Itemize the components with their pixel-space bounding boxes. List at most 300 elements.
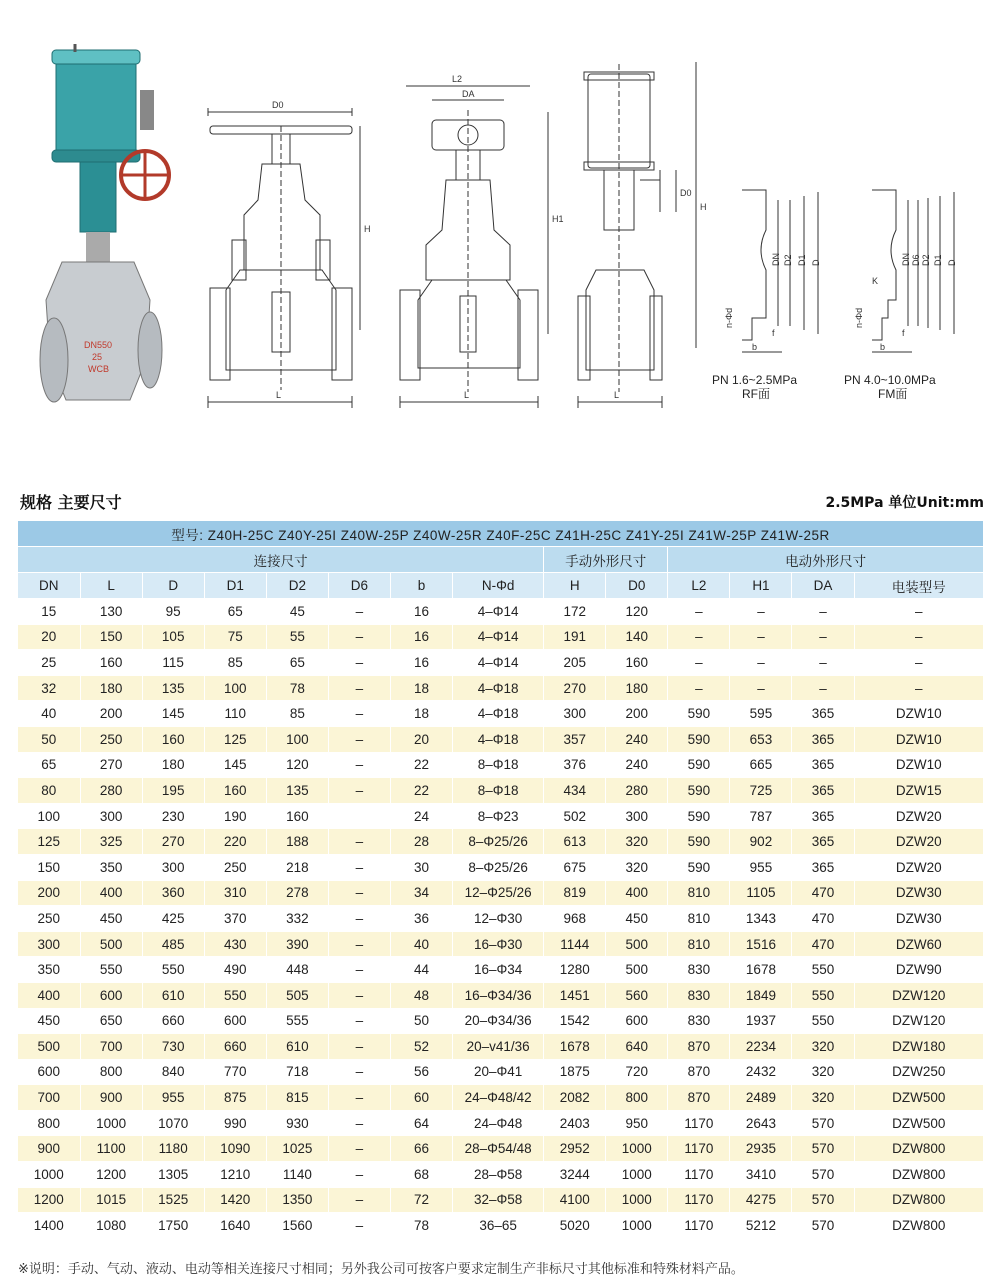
table-cell: 15 (18, 599, 80, 625)
table-cell: 130 (80, 599, 142, 625)
fm-label-b: b (880, 342, 886, 352)
table-cell: 280 (80, 778, 142, 804)
table-cell: 180 (606, 675, 668, 701)
table-cell: 725 (730, 778, 792, 804)
table-cell: – (854, 650, 983, 676)
table-cell: 16–Φ34/36 (453, 982, 544, 1008)
rf-label-b: b (752, 342, 758, 352)
table-row (18, 854, 984, 880)
table-cell: 470 (792, 906, 854, 932)
table-cell: 550 (80, 957, 142, 983)
table-cell: 600 (80, 982, 142, 1008)
fm-label-bolts: n-Φd (854, 307, 864, 328)
table-cell: 2643 (730, 1110, 792, 1136)
table-cell: 195 (142, 778, 204, 804)
table-cell: – (730, 599, 792, 625)
table-cell: 110 (204, 701, 266, 727)
table-cell: 870 (668, 1034, 730, 1060)
table-row (18, 1085, 984, 1111)
table-cell: 1678 (544, 1034, 606, 1060)
table-cell: 320 (792, 1034, 854, 1060)
table-cell: 448 (266, 957, 328, 983)
table-cell: 570 (792, 1136, 854, 1162)
table-cell: 590 (668, 752, 730, 778)
fm-label-f: f (902, 328, 905, 338)
table-cell: 800 (606, 1085, 668, 1111)
rf-label-d: D (811, 259, 821, 266)
table-cell: 3410 (730, 1162, 792, 1188)
table-cell: 8–Φ23 (453, 803, 544, 829)
table-cell: 280 (606, 778, 668, 804)
table-cell: 220 (204, 829, 266, 855)
table-cell: 40 (390, 931, 452, 957)
table-cell: 28–Φ54/48 (453, 1136, 544, 1162)
spec-table-body (18, 599, 984, 1239)
table-cell: 502 (544, 803, 606, 829)
table-cell: – (328, 1162, 390, 1188)
table-cell: 22 (390, 778, 452, 804)
column-header: D2 (266, 573, 328, 599)
table-cell: 500 (606, 931, 668, 957)
table-cell: 30 (390, 854, 452, 880)
table-cell: 20–Φ34/36 (453, 1008, 544, 1034)
column-header: D6 (328, 573, 390, 599)
table-cell: 1000 (606, 1162, 668, 1188)
table-cell: 16 (390, 624, 452, 650)
table-cell: DZW15 (854, 778, 983, 804)
table-cell: 8–Φ25/26 (453, 854, 544, 880)
model-list: 型号: Z40H-25C Z40Y-25I Z40W-25P Z40W-25R Z40F-25C Z41H-25C Z41Y-25I Z41W-25P Z41W-25R (18, 521, 984, 547)
table-cell: 1070 (142, 1110, 204, 1136)
table-cell: 18 (390, 675, 452, 701)
table-row (18, 829, 984, 855)
table-cell: DZW20 (854, 803, 983, 829)
table-cell: 310 (204, 880, 266, 906)
table-cell: 900 (80, 1085, 142, 1111)
table-cell: 830 (668, 1008, 730, 1034)
table-cell: – (328, 599, 390, 625)
column-header: D0 (606, 573, 668, 599)
table-cell: 500 (18, 1034, 80, 1060)
table-row (18, 803, 984, 829)
column-header: DA (792, 573, 854, 599)
table-row (18, 1034, 984, 1060)
table-cell: 4–Φ14 (453, 624, 544, 650)
table-cell: 800 (80, 1059, 142, 1085)
table-row (18, 1008, 984, 1034)
table-cell: 400 (606, 880, 668, 906)
table-cell: 250 (80, 726, 142, 752)
table-row (18, 1059, 984, 1085)
table-cell: 72 (390, 1187, 452, 1213)
fm-label-d: D (947, 259, 957, 266)
table-cell: 370 (204, 906, 266, 932)
table-cell: 360 (142, 880, 204, 906)
table-cell: 1560 (266, 1213, 328, 1239)
table-cell: 135 (266, 778, 328, 804)
table-cell: 64 (390, 1110, 452, 1136)
table-cell: 85 (204, 650, 266, 676)
table-cell: 36–65 (453, 1213, 544, 1239)
table-cell: – (328, 1085, 390, 1111)
table-cell: 8–Φ18 (453, 778, 544, 804)
fm-label-dn: DN (901, 253, 911, 266)
table-cell: 191 (544, 624, 606, 650)
table-cell: 32–Φ58 (453, 1187, 544, 1213)
table-cell: 1000 (80, 1110, 142, 1136)
table-cell: DZW20 (854, 829, 983, 855)
table-cell: 450 (606, 906, 668, 932)
column-header: b (390, 573, 452, 599)
table-cell: 332 (266, 906, 328, 932)
table-cell: 570 (792, 1213, 854, 1239)
dim-label-l2: L2 (452, 74, 463, 84)
table-cell: 4100 (544, 1187, 606, 1213)
table-cell: 376 (544, 752, 606, 778)
table-cell: 2432 (730, 1059, 792, 1085)
table-cell: 50 (18, 726, 80, 752)
table-cell: 200 (80, 701, 142, 727)
table-cell: 400 (80, 880, 142, 906)
table-cell: 160 (606, 650, 668, 676)
table-cell: 300 (18, 931, 80, 957)
table-cell: 600 (606, 1008, 668, 1034)
rf-label-dn: DN (771, 253, 781, 266)
table-cell: 48 (390, 982, 452, 1008)
dim-label-d0: D0 (272, 100, 284, 110)
table-cell: 200 (606, 701, 668, 727)
table-cell: 2403 (544, 1110, 606, 1136)
table-cell: 365 (792, 854, 854, 880)
table-cell: 350 (80, 854, 142, 880)
table-cell: 1140 (266, 1162, 328, 1188)
table-cell: 1180 (142, 1136, 204, 1162)
footnote: ※说明：手动、气动、液动、电动等相关连接尺寸相同；另外我公司可按客户要求定制生产非标尺寸其他标准和特殊材料产品。 (18, 1262, 744, 1277)
table-cell: 188 (266, 829, 328, 855)
table-cell: 250 (18, 906, 80, 932)
table-cell: 16–Φ34 (453, 957, 544, 983)
table-cell: 240 (606, 752, 668, 778)
table-cell: DZW800 (854, 1187, 983, 1213)
column-header: H1 (730, 573, 792, 599)
table-cell: 350 (18, 957, 80, 983)
table-cell: 140 (606, 624, 668, 650)
table-cell: 8–Φ25/26 (453, 829, 544, 855)
table-cell: 590 (668, 803, 730, 829)
table-cell: – (328, 650, 390, 676)
table-cell: 1170 (668, 1162, 730, 1188)
rf-caption-face: RF面 (742, 387, 770, 401)
table-cell: DZW800 (854, 1213, 983, 1239)
valve-body-marking-material: WCB (88, 364, 109, 374)
pressure-unit-label: 2.5MPa 单位Unit:mm (825, 495, 984, 511)
table-cell: 45 (266, 599, 328, 625)
table-cell: 120 (266, 752, 328, 778)
table-cell: 595 (730, 701, 792, 727)
table-cell: – (328, 1059, 390, 1085)
table-cell: 100 (204, 675, 266, 701)
table-cell: 1451 (544, 982, 606, 1008)
table-cell: 145 (204, 752, 266, 778)
fm-caption-face: FM面 (878, 387, 908, 401)
group-header-row (18, 547, 984, 573)
spec-table (18, 521, 984, 1239)
table-cell: 800 (18, 1110, 80, 1136)
table-cell: 950 (606, 1110, 668, 1136)
table-cell: 24 (390, 803, 452, 829)
fm-caption-pressure: PN 4.0~10.0MPa (844, 373, 936, 387)
table-cell: 470 (792, 931, 854, 957)
table-cell: 1000 (606, 1136, 668, 1162)
rf-label-f: f (772, 328, 775, 338)
electric-valve-drawing (400, 86, 548, 408)
pneumatic-valve-drawing (578, 62, 696, 408)
table-cell: 700 (18, 1085, 80, 1111)
table-cell: 3244 (544, 1162, 606, 1188)
table-cell: 434 (544, 778, 606, 804)
table-cell: 250 (204, 854, 266, 880)
table-cell: 60 (390, 1085, 452, 1111)
table-cell: 20 (390, 726, 452, 752)
table-cell: 85 (266, 701, 328, 727)
table-cell: DZW800 (854, 1162, 983, 1188)
table-cell: 810 (668, 880, 730, 906)
column-header: DN (18, 573, 80, 599)
table-row (18, 931, 984, 957)
table-cell: 22 (390, 752, 452, 778)
table-cell: 1280 (544, 957, 606, 983)
table-cell: 600 (204, 1008, 266, 1034)
table-cell: 160 (266, 803, 328, 829)
column-header: N-Φd (453, 573, 544, 599)
table-cell: – (854, 599, 983, 625)
table-cell: DZW30 (854, 880, 983, 906)
table-cell: 2935 (730, 1136, 792, 1162)
dim-label-da: DA (462, 89, 475, 99)
table-cell: 1000 (606, 1187, 668, 1213)
table-cell: – (854, 624, 983, 650)
table-cell: 20 (18, 624, 80, 650)
table-row (18, 624, 984, 650)
table-cell: 1420 (204, 1187, 266, 1213)
table-cell: 160 (142, 726, 204, 752)
table-cell: DZW90 (854, 957, 983, 983)
table-cell: 16–Φ30 (453, 931, 544, 957)
table-row (18, 752, 984, 778)
table-cell: 650 (80, 1008, 142, 1034)
table-cell: 819 (544, 880, 606, 906)
table-cell: 320 (606, 829, 668, 855)
table-cell: – (328, 931, 390, 957)
fm-label-d1: D1 (933, 254, 943, 266)
table-cell: 660 (204, 1034, 266, 1060)
table-cell: 270 (544, 675, 606, 701)
dim-label-l-pneumatic: L (614, 390, 620, 400)
table-cell: 1200 (80, 1162, 142, 1188)
table-cell: 28–Φ58 (453, 1162, 544, 1188)
table-cell: – (328, 778, 390, 804)
table-row (18, 701, 984, 727)
table-row (18, 1213, 984, 1239)
table-cell: – (328, 701, 390, 727)
table-cell: 190 (204, 803, 266, 829)
table-cell: 830 (668, 957, 730, 983)
table-cell: 34 (390, 880, 452, 906)
table-cell: 1849 (730, 982, 792, 1008)
table-cell: 270 (142, 829, 204, 855)
table-cell: 75 (204, 624, 266, 650)
table-cell: 1875 (544, 1059, 606, 1085)
table-cell: 1170 (668, 1213, 730, 1239)
table-cell: – (328, 854, 390, 880)
table-cell: 56 (390, 1059, 452, 1085)
table-cell: 1678 (730, 957, 792, 983)
table-cell: 450 (18, 1008, 80, 1034)
table-row (18, 650, 984, 676)
group-connection: 连接尺寸 (18, 547, 544, 573)
dim-label-l: L (276, 390, 282, 400)
table-cell: 1937 (730, 1008, 792, 1034)
table-cell: 613 (544, 829, 606, 855)
table-cell: 125 (204, 726, 266, 752)
table-cell: DZW10 (854, 752, 983, 778)
table-cell: 16 (390, 650, 452, 676)
table-cell: 555 (266, 1008, 328, 1034)
table-cell: DZW250 (854, 1059, 983, 1085)
table-cell: 32 (18, 675, 80, 701)
table-cell: 665 (730, 752, 792, 778)
table-cell: 2489 (730, 1085, 792, 1111)
table-cell: 930 (266, 1110, 328, 1136)
table-cell: DZW500 (854, 1085, 983, 1111)
table-cell: 1105 (730, 880, 792, 906)
table-cell: 4–Φ18 (453, 701, 544, 727)
table-cell: 1170 (668, 1110, 730, 1136)
table-cell: 570 (792, 1187, 854, 1213)
table-cell: 2952 (544, 1136, 606, 1162)
table-cell: 450 (80, 906, 142, 932)
column-header: H (544, 573, 606, 599)
table-cell: 50 (390, 1008, 452, 1034)
table-cell: 320 (606, 854, 668, 880)
table-cell: 640 (606, 1034, 668, 1060)
table-row (18, 726, 984, 752)
table-cell: 16 (390, 599, 452, 625)
table-cell: DZW180 (854, 1034, 983, 1060)
table-cell: 560 (606, 982, 668, 1008)
table-cell: – (328, 752, 390, 778)
table-cell: 115 (142, 650, 204, 676)
table-cell: 830 (668, 982, 730, 1008)
table-cell: 160 (80, 650, 142, 676)
table-cell: DZW500 (854, 1110, 983, 1136)
table-cell: 870 (668, 1059, 730, 1085)
table-cell: – (730, 624, 792, 650)
table-cell (328, 803, 390, 829)
table-cell: – (792, 624, 854, 650)
table-cell: – (328, 675, 390, 701)
table-cell: 550 (204, 982, 266, 1008)
table-cell: 1144 (544, 931, 606, 957)
group-manual: 手动外形尺寸 (544, 547, 668, 573)
table-cell: 505 (266, 982, 328, 1008)
table-cell: 55 (266, 624, 328, 650)
table-cell: 100 (266, 726, 328, 752)
table-cell: DZW120 (854, 1008, 983, 1034)
table-cell: 430 (204, 931, 266, 957)
valve-body-marking-pn: 25 (92, 352, 103, 362)
table-cell: 78 (390, 1213, 452, 1239)
table-cell: 365 (792, 752, 854, 778)
table-cell: 500 (606, 957, 668, 983)
table-row (18, 906, 984, 932)
column-header-row (18, 573, 984, 599)
fm-flange-drawing (872, 190, 954, 352)
table-cell: 1200 (18, 1187, 80, 1213)
table-row (18, 957, 984, 983)
table-cell: – (668, 650, 730, 676)
table-cell: 145 (142, 701, 204, 727)
group-electric: 电动外形尺寸 (668, 547, 984, 573)
table-cell: 787 (730, 803, 792, 829)
table-cell: 240 (606, 726, 668, 752)
spec-header (18, 488, 984, 514)
table-cell: 550 (792, 957, 854, 983)
table-cell: 1525 (142, 1187, 204, 1213)
table-cell: 1015 (80, 1187, 142, 1213)
table-cell: 20–Φ41 (453, 1059, 544, 1085)
rf-label-d1: D1 (797, 254, 807, 266)
table-cell: 180 (80, 675, 142, 701)
table-cell: 44 (390, 957, 452, 983)
table-cell: 135 (142, 675, 204, 701)
table-cell: 200 (18, 880, 80, 906)
table-cell: 470 (792, 880, 854, 906)
table-cell: 365 (792, 701, 854, 727)
table-cell: 125 (18, 829, 80, 855)
table-cell: 5212 (730, 1213, 792, 1239)
rf-flange-drawing (742, 190, 818, 352)
table-cell: – (328, 1136, 390, 1162)
table-cell: 65 (266, 650, 328, 676)
table-cell: 2234 (730, 1034, 792, 1060)
table-cell: 68 (390, 1162, 452, 1188)
table-cell: 810 (668, 906, 730, 932)
table-cell: 1305 (142, 1162, 204, 1188)
table-cell: – (328, 906, 390, 932)
table-cell: 875 (204, 1085, 266, 1111)
table-cell: DZW120 (854, 982, 983, 1008)
table-cell: 900 (18, 1136, 80, 1162)
table-cell: 8–Φ18 (453, 752, 544, 778)
table-cell: 25 (18, 650, 80, 676)
table-cell: 570 (792, 1162, 854, 1188)
table-cell: – (328, 624, 390, 650)
table-cell: 590 (668, 829, 730, 855)
table-cell: 1100 (80, 1136, 142, 1162)
table-cell: – (792, 599, 854, 625)
valve-body-marking-dn: DN550 (84, 340, 113, 350)
table-cell: 180 (142, 752, 204, 778)
table-cell: 1350 (266, 1187, 328, 1213)
table-cell: 24–Φ48 (453, 1110, 544, 1136)
table-row (18, 1110, 984, 1136)
table-cell: 300 (142, 854, 204, 880)
dim-label-h1: H1 (552, 214, 564, 224)
table-cell: 600 (18, 1059, 80, 1085)
dim-label-h-pneumatic: H (700, 202, 707, 212)
table-cell: – (668, 599, 730, 625)
